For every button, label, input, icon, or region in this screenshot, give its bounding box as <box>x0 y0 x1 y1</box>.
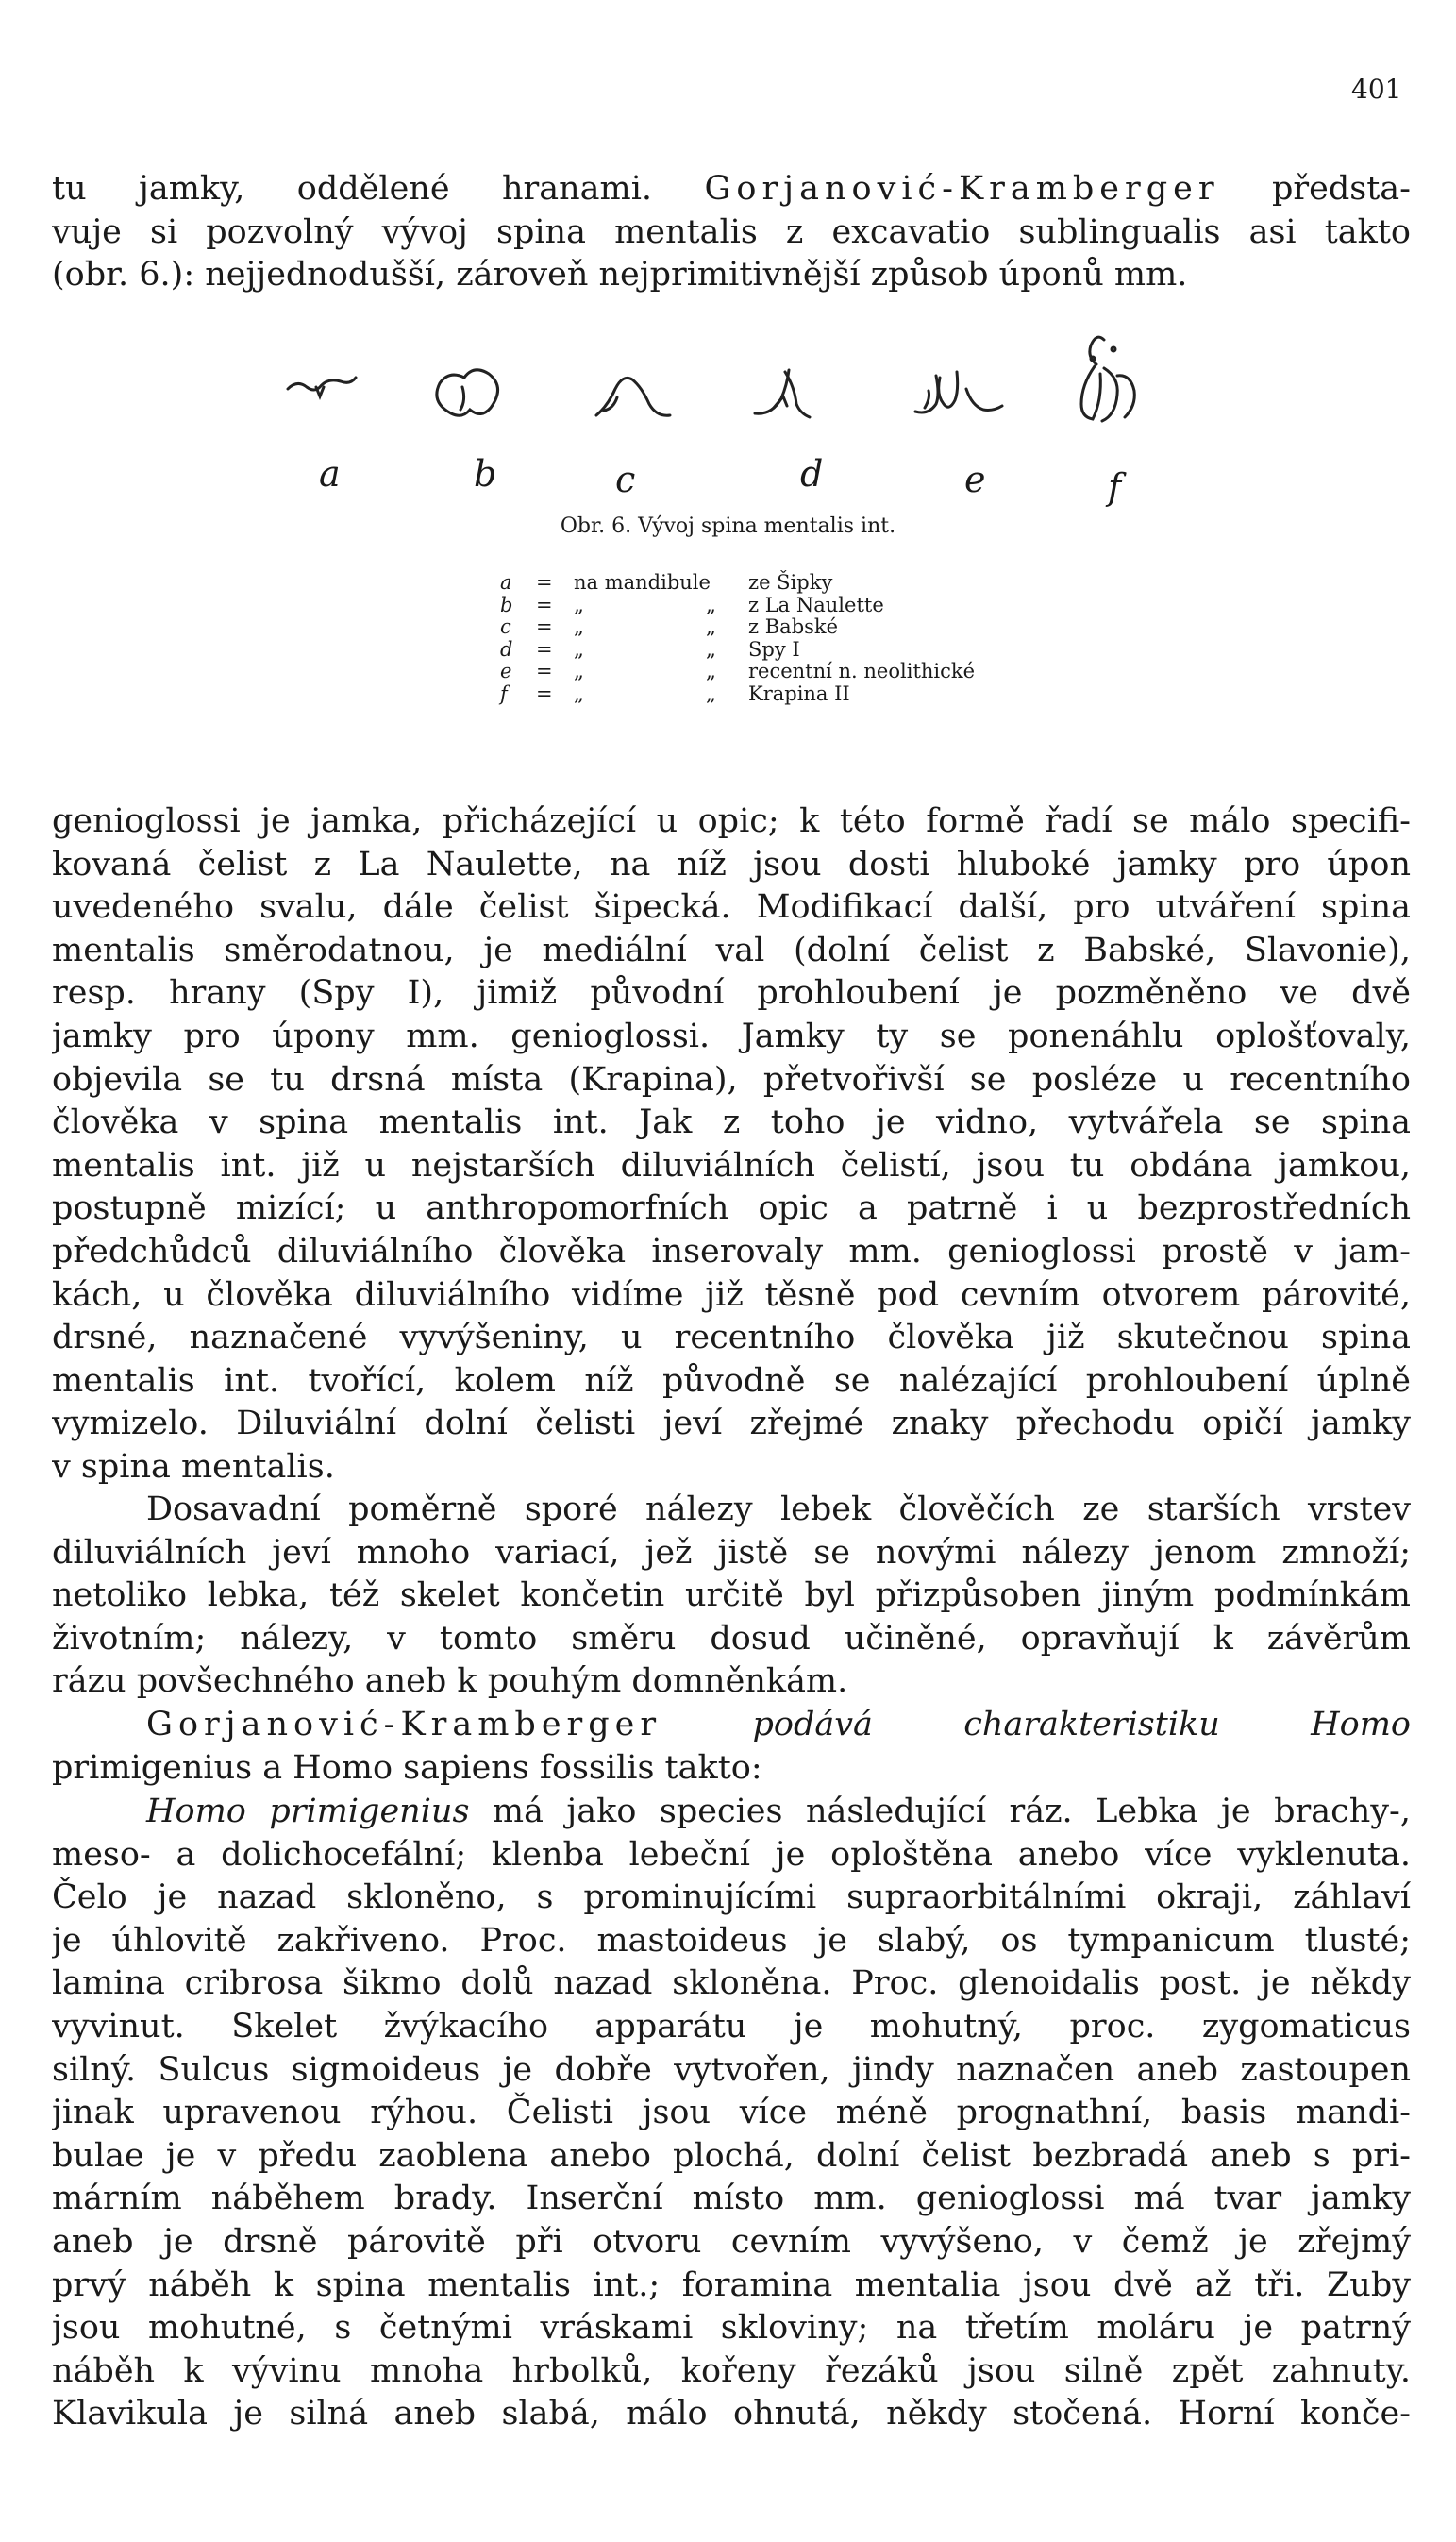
sketch-f <box>1081 337 1134 421</box>
legend-row: a = na mandibule ze Šipky <box>500 571 833 594</box>
text-line: postupně mizící; u anthropomorfních opic a patrně i u bezprostředních <box>52 1189 1411 1228</box>
text-line: lamina cribrosa šikmo dolů nazad skloněna. Proc. glenoidalis post. je někdy <box>52 1964 1411 2003</box>
text-line: resp. hrany (Spy I), jimiž původní prohloubení je pozměněno ve dvě <box>52 974 1411 1013</box>
text-line: mentalis směrodatnou, je mediální val (dolní čelist z Babské, Slavonie), <box>52 931 1411 969</box>
figure-6 <box>264 321 1170 510</box>
text-line: bulae je v předu zaoblena anebo plochá, dolní čelist bezbradá aneb s pri- <box>52 2136 1411 2175</box>
text-line: je úhlovitě zakřiveno. Proc. mastoideus je slabý, os tympanicum tlusté; <box>52 1921 1411 1960</box>
figure-label-e: e <box>964 459 986 500</box>
sketch-b <box>437 370 498 415</box>
figure-legend <box>500 572 975 705</box>
text-line: uvedeného svalu, dále čelist šipecká. Modifikací další, pro utváření spina <box>52 888 1411 927</box>
sketch-a <box>288 378 356 396</box>
text-line: prvý náběh k spina mentalis int.; foramina mentalia jsou dvě až tři. Zuby <box>52 2265 1411 2304</box>
text-line: aneb je drsně párovitě při otvoru cevním vyvýšeno, v čemž je zřejmý <box>52 2222 1411 2261</box>
sketch-c <box>596 378 670 415</box>
text-line: kovaná čelist z La Naulette, na níž jsou dosti hluboké jamky pro úpon <box>52 845 1411 884</box>
author-name: Gorjanović-Kramberger <box>146 1706 662 1743</box>
text-line: Čelo je nazad skloněno, s prominujícími supraorbitálními okraji, záhlaví <box>52 1878 1411 1917</box>
sketch-d <box>755 370 810 417</box>
third-paragraph <box>52 1704 1411 1790</box>
legend-row: b = „ „ z La Naulette <box>500 593 884 616</box>
text-line: mentalis int. tvořící, kolem níž původně se nalézající prohloubení úplně <box>52 1361 1411 1400</box>
fourth-paragraph <box>52 1791 1411 2436</box>
page-number: 401 <box>1351 74 1402 105</box>
text-line: jinak upravenou rýhou. Čelisti jsou více méně prognathní, basis mandi- <box>52 2094 1411 2132</box>
text-line: tu jamky, oddělené hranami. Gorjanović-Kramberger předsta- <box>52 170 1411 208</box>
second-paragraph <box>52 1489 1411 1704</box>
author-name: Gorjanović-Kramberger <box>704 170 1220 208</box>
text-line: primigenius a Homo sapiens fossilis takto: <box>52 1748 762 1787</box>
legend-row: f = „ „ Krapina II <box>500 682 850 705</box>
text-line: márním náběhem brady. Inserční místo mm. genioglossi má tvar jamky <box>52 2180 1411 2218</box>
text-line: drsné, naznačené vyvýšeniny, u recentního člověka již skutečnou spina <box>52 1319 1411 1357</box>
legend-row: d = „ „ Spy I <box>500 637 800 661</box>
text-line: Homo primigenius má jako species následující ráz. Lebka je brachy-, <box>146 1793 1411 1830</box>
text-line: náběh k vývinu mnoha hrbolků, kořeny řezáků jsou silně zpět zahnuty. <box>52 2351 1411 2390</box>
sketch-e <box>915 372 1002 412</box>
text-line: vyvinut. Skelet žvýkacího apparátu je mohutný, proc. zygomaticus <box>52 2007 1411 2045</box>
text-line: genioglossi je jamka, přicházející u opic; k této formě řadí se málo specifi- <box>52 802 1411 840</box>
text-line: kách, u člověka diluviálního vidíme již těsně pod cevním otvorem párovité, <box>52 1275 1411 1314</box>
text-line: silný. Sulcus sigmoideus je dobře vytvořen, jindy naznačen aneb zastoupen <box>52 2050 1411 2089</box>
legend-row: c = „ „ z Babské <box>500 615 839 638</box>
text-line: vuje si pozvolný vývoj spina mentalis z excavatio sublingualis asi takto <box>52 212 1411 251</box>
text-line: jamky pro úpony mm. genioglossi. Jamky ty se ponenáhlu oplošťovaly, <box>52 1017 1411 1055</box>
text-line: člověka v spina mentalis int. Jak z toho je vidno, vytvářela se spina <box>52 1103 1411 1142</box>
legend-row: e = „ „ recentní n. neolithické <box>500 660 976 682</box>
species-name: Homo primigenius <box>146 1793 470 1830</box>
text-line: jsou mohutné, s četnými vráskami skloviny; na třetím moláru je patrný <box>52 2309 1411 2348</box>
main-paragraph <box>52 800 1411 1490</box>
figure-sketches <box>264 321 1170 510</box>
text-line: rázu povšechného aneb k pouhým domněnkám. <box>52 1662 848 1701</box>
text-line: (obr. 6.): nejjednodušší, zároveň nejprimitivnější způsob úponů mm. <box>52 256 1188 295</box>
text-line: objevila se tu drsná místa (Krapina), přetvořivší se posléze u recentního <box>52 1060 1411 1099</box>
text-line: mentalis int. již u nejstarších diluviálních čelistí, jsou tu obdána jamkou, <box>52 1146 1411 1185</box>
text-line: životním; nálezy, v tomto směru dosud učiněné, opravňují k závěrům <box>52 1619 1411 1658</box>
text-line: Dosavadní poměrně sporé nálezy lebek člověčích ze starších vrstev <box>146 1490 1411 1528</box>
text-line: Gorjanović-Kramberger podává charakteristiku Homo <box>146 1706 1411 1743</box>
figure-label-b: b <box>474 453 497 495</box>
text-line: předchůdců diluviálního člověka inserovaly mm. genioglossi prostě v jam- <box>52 1232 1411 1271</box>
figure-label-a: a <box>319 453 341 495</box>
text-line: v spina mentalis. <box>52 1447 335 1486</box>
figure-caption: Obr. 6. Vývoj spina mentalis int. <box>560 514 896 538</box>
text-line: Klavikula je silná aneb slabá, málo ohnutá, někdy stočená. Horní konče- <box>52 2395 1411 2433</box>
text-line: meso- a dolichocefální; klenba lebeční je oploštěna anebo více vyklenuta. <box>52 1835 1411 1874</box>
text-line: vymizelo. Diluviální dolní čelisti jeví zřejmé znaky přechodu opičí jamky <box>52 1405 1411 1443</box>
figure-label-f: f <box>1108 466 1122 508</box>
figure-label-d: d <box>800 453 824 495</box>
text-line: diluviálních jeví mnoho variací, jež jistě se novými nálezy jenom zmnoží; <box>52 1533 1411 1572</box>
top-paragraph <box>52 168 1411 297</box>
text-line: netoliko lebka, též skelet končetin určitě byl přizpůsoben jiným podmínkám <box>52 1576 1411 1615</box>
figure-label-c: c <box>615 459 636 500</box>
